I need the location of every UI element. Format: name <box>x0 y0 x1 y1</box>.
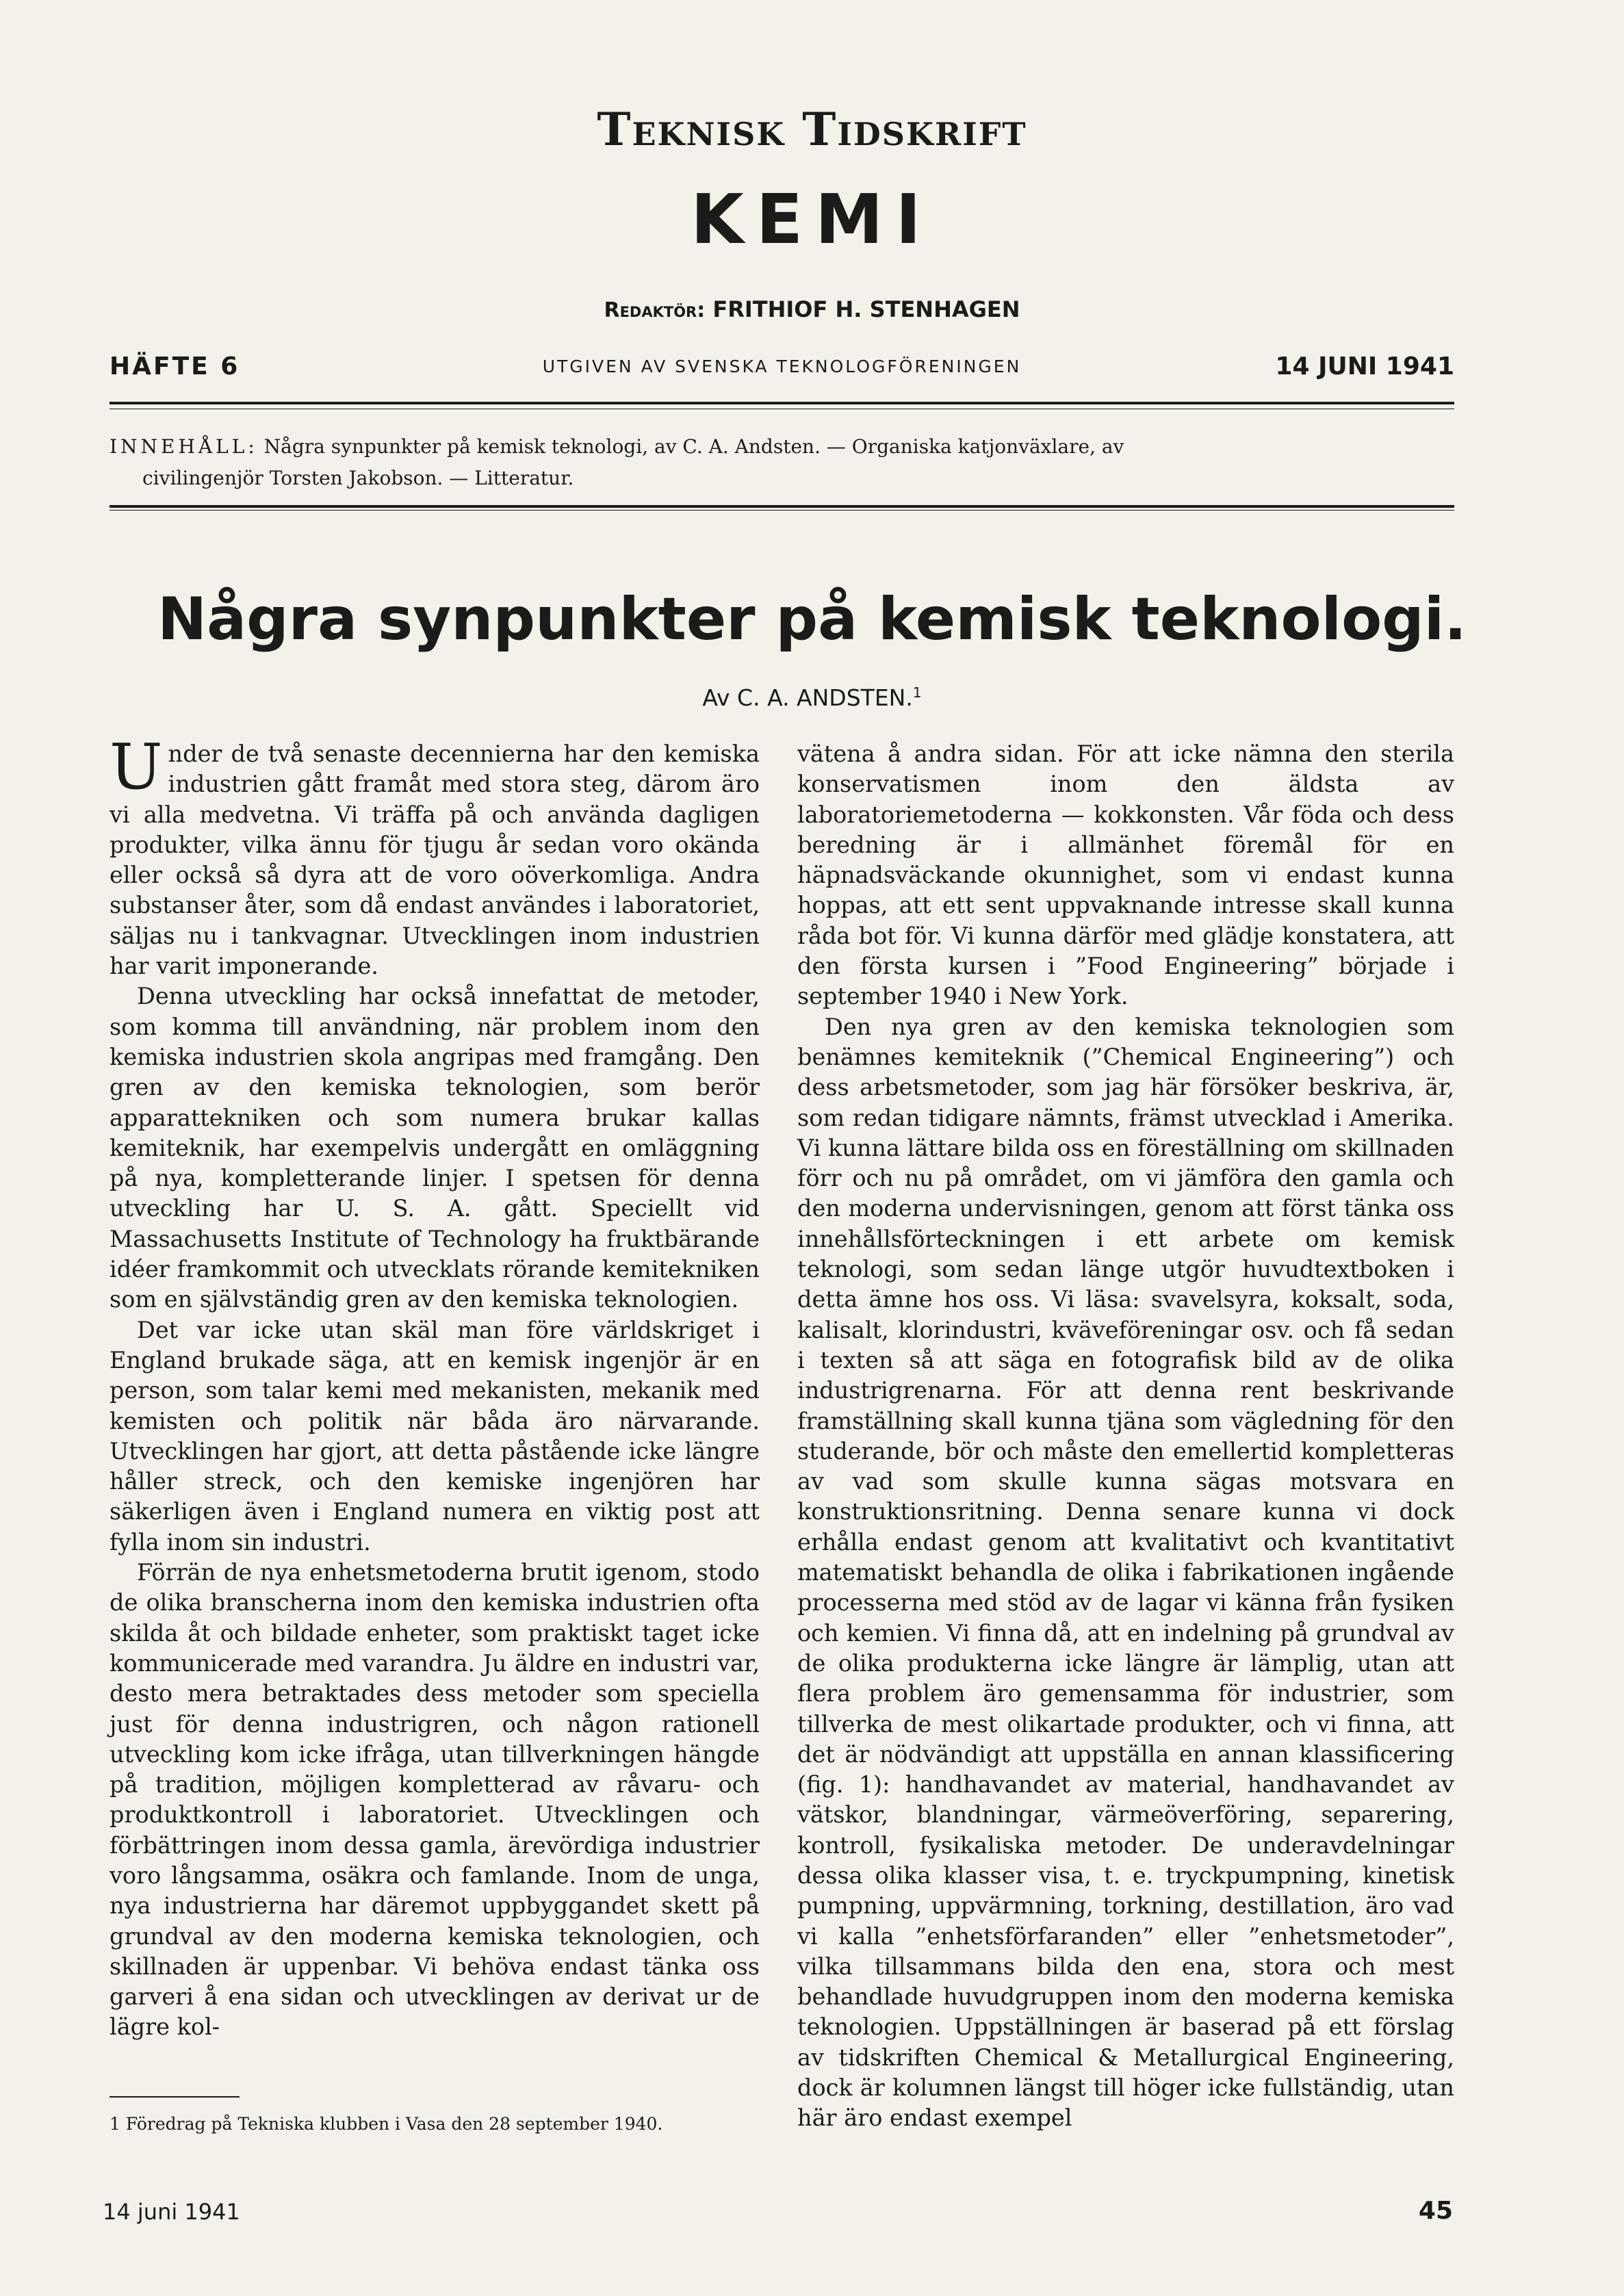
contents-rule <box>109 505 1454 508</box>
article-title: Några synpunkter på kemisk teknologi. <box>157 585 1467 654</box>
paragraph-text: nder de två senaste decennierna har den kemiska industrien gått framåt med stora steg, därom äro vi alla medvetna. Vi träffa på och använda dagligen produkter, vilka ännu för tjugu år sedan voro okända eller också så dyra att de voro oöverkomliga. Andra substanser åter, som då endast användes i laboratoriet, säljas nu i tankvagnar. Utvecklingen inom industrien har varit imponerande. <box>109 740 760 980</box>
paragraph: Det var icke utan skäl man före världskriget i England brukade säga, att en kemisk ingenjör är en person, som talar kemi med mekanisten, mekanik med kemisten och politik när båda äro närvarande. Utvecklingen har gjort, att detta påstående icke längre håller streck, och den kemiske ingenjören har säkerligen även i England numera en viktig post att fylla inom sin industri. <box>109 1316 760 1556</box>
footnote-mark: 1 <box>109 2114 120 2134</box>
page-number: 45 <box>1418 2197 1453 2225</box>
paragraph: Förrän de nya enhetsmetoderna brutit igenom, stodo de olika branscherna inom den kemiska industrien ofta skilda åt och bildade enheter, som praktiskt taget icke kommunicerade med varandra. Ju äldre en industri var, desto mera betraktades dess metoder som speciella just för denna industrigren, och någon rationell utveckling kom icke ifråga, utan tillverkningen hängde på tradition, möjligen kompletterad av råvaru- och produktkontroll i laboratoriet. Utvecklingen och förbättringen inom dessa gamla, ärevördiga industrier voro långsamma, osäkra och famlande. Inom de unga, nya industrierna har däremot uppbyggandet skett på grundval av den moderna kemiska teknologien, och skillnaden är uppenbar. Vi behöva endast tänka oss garveri å ena sidan och utvecklingen av derivat ur de lägre kol- <box>109 1559 760 2041</box>
contents-text-2: civilingenjör Torsten Jakobson. — Litteratur. <box>142 467 574 489</box>
issue-number: HÄFTE 6 <box>109 352 240 380</box>
article-author <box>0 684 1624 711</box>
issue-date: 14 JUNI 1941 <box>1275 352 1454 380</box>
section-title: KEMI <box>691 179 933 259</box>
footer-date: 14 juni 1941 <box>103 2199 240 2225</box>
issue-row <box>109 352 1454 387</box>
editor-line <box>0 296 1624 322</box>
publisher-line: UTGIVEN AV SVENSKA TEKNOLOGFÖRENINGEN <box>542 357 1022 376</box>
paragraph <box>109 730 760 981</box>
footnote <box>109 2111 760 2137</box>
editor-name: FRITHIOF H. STENHAGEN <box>712 296 1020 322</box>
journal-title: Teknisk Tidskrift <box>597 103 1027 156</box>
paragraph: Den nya gren av den kemiska teknologien som benämnes kemiteknik (”Chemical Engineering”) och dess arbetsmetoder, som jag här försöker beskriva, är, som redan tidigare nämnts, främst utvecklad i Amerika. Vi kunna lättare bilda oss en föreställning om skillnaden förr och nu på området, om vi jämföra den gamla och den moderna undervisningen, genom att först tänka oss innehållsförteckningen i ett arbete om kemisk teknologi, som sedan länge utgör huvudtextboken i detta ämne hos oss. Vi läsa: svavelsyra, koksalt, soda, kalisalt, klorindustri, kväveföreningar osv. och få sedan i texten så att säga en fotografisk bild av de olika industrigrenarna. För att denna rent beskrivande framställning skall kunna tjäna som vägledning för den studerande, bör och måste den emellertid kompletteras av vad som skulle kunna sägas motsvara en konstruktionsritning. Denna senare kunna vi dock erhålla endast genom att kvalitativt och kvantitativt matematiskt behandla de olika i fabrikationen ingående processerna med stöd av de lagar vi känna från fysiken och kemien. Vi finna då, att en indelning på grundval av de olika produkterna icke längre är lämplig, utan att flera problem äro gemensamma för industrier, som tillverka de mest olikartade produkter, och vi finna, att det är nödvändigt att uppställa en annan klassificering (fig. 1): handhavandet av material, handhavandet av vätskor, blandningar, värmeöverföring, separering, kontroll, fysikaliska metoder. De underavdelningar dessa olika klasser visa, t. e. tryckpumpning, kinetisk pumpning, uppvärmning, torkning, destillation, äro vad vi kalla ”enhetsförfaranden” eller ”enhetsmetoder”, vilka tillsammans bilda den ena, stora och mest behandlade huvudgruppen inom den moderna kemiska teknologien. Uppställningen är baserad på ett förslag av tidskriften Chemical & Metallurgical Engineering, dock är kolumnen längst till höger icke fullständig, utan här äro endast exempel <box>797 1013 1454 2132</box>
drop-cap: U <box>109 730 163 803</box>
paragraph: vätena å andra sidan. För att icke nämna den sterila konservatismen inom den äldsta av laboratoriemetoderna — kokkonsten. Vår föda och dess beredning är i allmänhet föremål för en häpnadsväckande okunnighet, som vi endast kunna hoppas, att ett sent uppvaknande intresse skall kunna råda bot för. Vi kunna därför med glädje konstatera, att den första kursen i ”Food Engineering” började i september 1940 i New York. <box>797 740 1454 1010</box>
paragraph: Denna utveckling har också innefattat de metoder, som komma till användning, när problem inom den kemiska industrien skola angripas med framgång. Den gren av den kemiska teknologien, som berör apparattekniken och som numera brukar kallas kemiteknik, har exempelvis undergått en omläggning på nya, kompletterande linjer. I spetsen för denna utveckling har U. S. A. gått. Speciellt vid Massachusetts Institute of Technology ha fruktbärande idéer framkommit och utvecklats rörande kemitekniken som en självständig gren av den kemiska teknologien. <box>109 983 760 1313</box>
left-column <box>109 730 760 2043</box>
contents-label: INNEHÅLL: <box>109 435 258 458</box>
contents-text-1: Några synpunkter på kemisk teknologi, av C. A. Andsten. — Organiska katjonväxlare, av <box>263 435 1124 458</box>
author-name: Av C. A. ANDSTEN. <box>702 684 913 711</box>
footnote-divider <box>109 2096 240 2098</box>
right-column <box>797 739 1454 2134</box>
editor-label: Redaktör: <box>604 298 706 322</box>
table-of-contents <box>109 431 1454 494</box>
contents-rule-thin <box>109 510 1454 511</box>
footnote-text: Föredrag på Tekniska klubben i Vasa den 28 september 1940. <box>125 2114 663 2134</box>
author-footnote-mark: 1 <box>912 684 922 701</box>
contents-line-1 <box>109 431 1454 463</box>
masthead-rule <box>109 402 1454 404</box>
